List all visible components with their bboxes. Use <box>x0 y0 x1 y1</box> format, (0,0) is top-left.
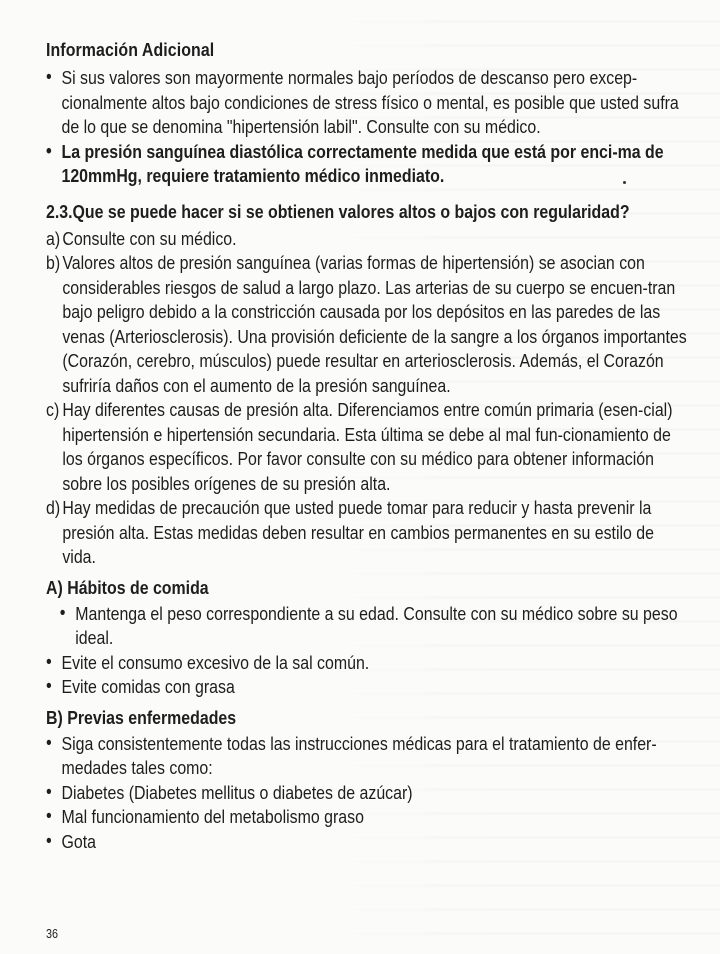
question-item <box>46 251 690 398</box>
habits-bullet: • Evite comidas con grasa <box>46 675 690 700</box>
info-bullet-warning: • La presión sanguínea diastólica correctamente medida que está por enci-ma de 120mmHg, requiere tratamiento médico inmediato. <box>46 140 690 189</box>
item-letter: c) <box>46 399 60 420</box>
diseases-bullet: • Gota <box>46 830 690 855</box>
diseases-bullet: • Mal funcionamiento del metabolismo graso <box>46 805 690 830</box>
habits-bullet-list <box>46 602 690 700</box>
item-text: Hay medidas de precaución que usted puede tomar para reducir y hasta prevenir la presión alta. Estas medidas deben resultar en cambios permanentes en su estilo de vida. <box>62 497 655 567</box>
item-letter: d) <box>46 497 61 518</box>
diseases-heading: B) Previas enfermedades <box>46 706 237 728</box>
habits-heading: A) Hábitos de comida <box>46 576 209 598</box>
item-letter: a) <box>46 227 61 249</box>
item-text: Consulte con su médico. <box>62 227 237 249</box>
question-list <box>46 227 690 570</box>
question-item <box>46 398 690 496</box>
item-text: Hay diferentes causas de presión alta. Diferenciamos entre común primaria (esen-cial) hipertensión e hipertensión secundaria. Esta última se debe al mal fun-cionamiento de los órganos específicos. Por favor consulte con su médico para obtener información sobre los posibles orígenes de su presión alta. <box>62 399 673 494</box>
diseases-bullet: • Siga consistentemente todas las instrucciones médicas para el tratamiento de enfer-medades tales como: <box>46 732 690 781</box>
diseases-bullet-list <box>46 732 690 855</box>
question-heading: 2.3.Que se puede hacer si se obtienen valores altos o bajos con regularidad? <box>46 200 630 222</box>
question-item <box>46 496 690 570</box>
item-letter: b) <box>46 252 61 273</box>
info-bullet: • Si sus valores son mayormente normales bajo períodos de descanso pero excep-cionalmente altos bajo condiciones de stress físico o mental, es posible que usted sufra de lo que se denomina "hipertensión labil". Consulte con su médico. <box>46 66 690 140</box>
item-text: Valores altos de presión sanguínea (varias formas de hipertensión) se asocian con considerables riesgos de salud a largo plazo. Las arterias de su cuerpo se encuen-tran bajo peligro debido a la constricción causada por los depósitos en las paredes de las venas (Arteriosclerosis). Una provisión deficiente de la sangre a los órganos importantes (Corazón, cerebro, músculos) puede resultar en arteriosclerosis. Además, el Corazón sufriría daños con el aumento de la presión sanguínea. <box>62 252 687 396</box>
habits-bullet: • Evite el consumo excesivo de la sal común. <box>46 651 690 676</box>
page-number: 36 <box>46 927 58 941</box>
diseases-bullet: • Diabetes (Diabetes mellitus o diabetes de azúcar) <box>46 781 690 806</box>
page-content <box>46 38 687 854</box>
info-bullet-list <box>46 66 690 189</box>
question-item <box>46 227 690 252</box>
scan-speck <box>623 181 626 184</box>
habits-bullet: • Mantenga el peso correspondiente a su edad. Consulte con su médico sobre su peso ideal. <box>46 602 690 651</box>
info-heading: Información Adicional <box>46 39 215 60</box>
